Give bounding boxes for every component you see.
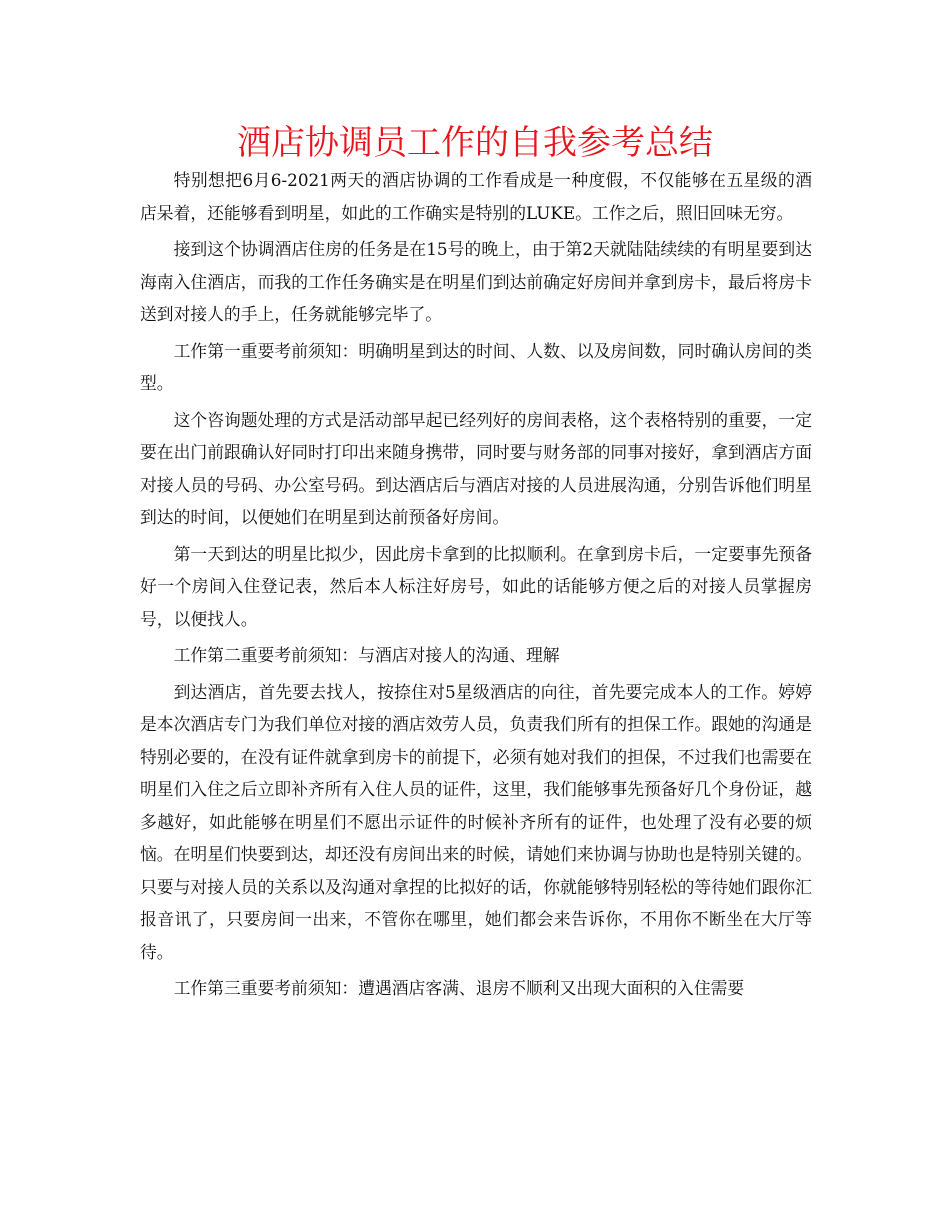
document-title: 酒店协调员工作的自我参考总结 bbox=[237, 123, 713, 163]
paragraph: 这个咨询题处理的方式是活动部早起已经列好的房间表格，这个表格特别的重要，一定要在出门前跟确认好同时打印出来随身携带，同时要与财务部的同事对接好，拿到酒店方面对接人员的号码、办公室号码。到达酒店后与酒店对接的人员进展沟通，分别告诉他们明星到达的时间，以便她们在明星到达前预备好房间。 bbox=[140, 409, 812, 527]
paragraph: 到达酒店，首先要去找人，按捺住对5星级酒店的向往，首先要完成本人的工作。婷婷是本次酒店专门为我们单位对接的酒店效劳人员，负责我们所有的担保工作。跟她的沟通是特别必要的，在没有证件就拿到房卡的前提下，必须有她对我们的担保，不过我们也需要在明星们入住之后立即补齐所有入住人员的证件，这里，我们能够事先预备好几个身份证，越多越好，如此能够在明星们不愿出示证件的时候补齐所有的证件，也处理了没有必要的烦恼。在明星们快要到达，却还没有房间出来的时候，请她们来协调与协助也是特别关键的。只要与对接人员的关系以及沟通对拿捏的比拟好的话，你就能够特别轻松的等待她们跟你汇报音讯了，只要房间一出来，不管你在哪里，她们都会来告诉你，不用你不断坐在大厅等待。 bbox=[140, 681, 812, 962]
paragraph: 第一天到达的明星比拟少，因此房卡拿到的比拟顺利。在拿到房卡后，一定要事先预备好一个房间入住登记表，然后本人标注好房号，如此的话能够方便之后的对接人员掌握房号，以便找人。 bbox=[140, 543, 812, 629]
paragraph: 特别想把6月6-2021两天的酒店协调的工作看成是一种度假，不仅能够在五星级的酒店呆着，还能够看到明星，如此的工作确实是特别的LUKE。工作之后，照旧回味无穷。 bbox=[140, 170, 812, 223]
paragraph: 工作第三重要考前须知：遭遇酒店客满、退房不顺利又出现大面积的入住需要 bbox=[173, 978, 745, 998]
paragraph: 工作第二重要考前须知：与酒店对接人的沟通、理解 bbox=[173, 645, 560, 665]
paragraph: 工作第一重要考前须知：明确明星到达的时间、人数、以及房间数，同时确认房间的类型。 bbox=[140, 340, 812, 393]
document-body bbox=[140, 164, 812, 1009]
paragraph: 接到这个协调酒店住房的任务是在15号的晚上，由于第2天就陆陆续续的有明星要到达海南入住酒店，而我的工作任务确实是在明星们到达前确定好房间并拿到房卡，最后将房卡送到对接人的手上，任务就能够完毕了。 bbox=[140, 239, 812, 324]
